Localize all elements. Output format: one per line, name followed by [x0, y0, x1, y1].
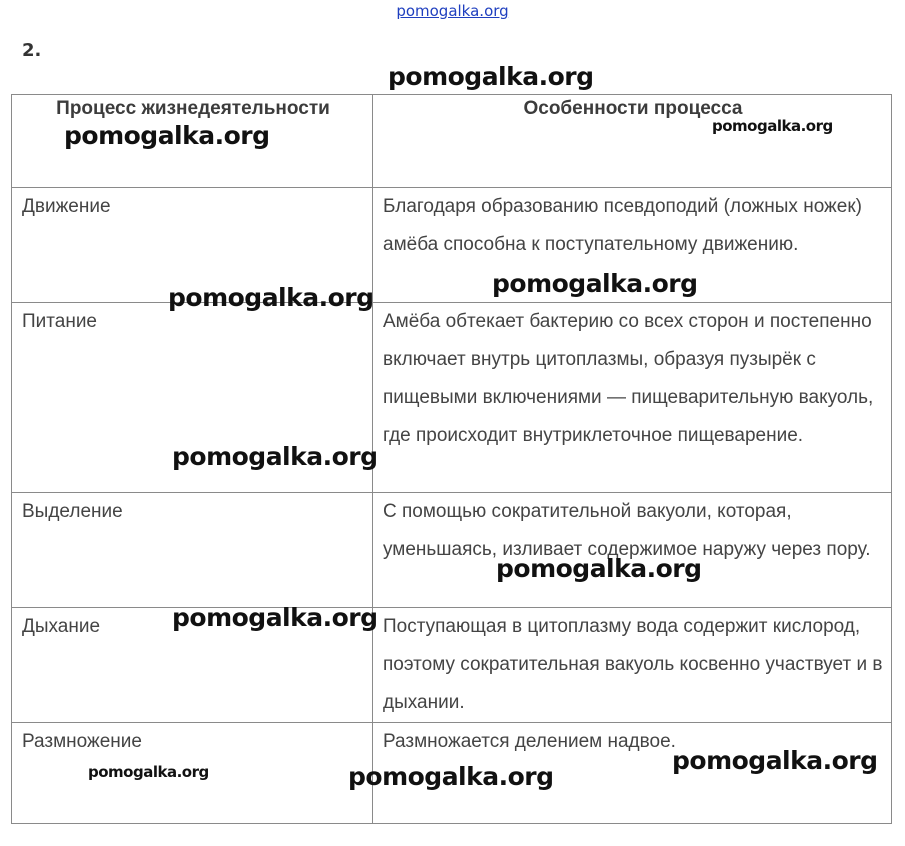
watermark: pomogalka.org [172, 442, 378, 471]
description-cell: Благодаря образованию псевдоподий (ложных ножек) амёба способна к поступательному движению. [373, 188, 892, 303]
table-row [12, 188, 892, 303]
watermark: pomogalka.org [496, 554, 702, 583]
watermark: pomogalka.org [168, 283, 374, 312]
description-cell: С помощью сократительной вакуоли, которая, уменьшаясь, изливает содержимое наружу через пору. [373, 493, 892, 608]
description-cell: Амёба обтекает бактерию со всех сторон и постепенно включает внутрь цитоплазмы, образуя пузырёк с пищевыми включениями — пищеварительную вакуоль, где происходит внутриклеточное пищеварение. [373, 303, 892, 493]
task-number: 2. [22, 40, 42, 61]
process-cell: Дыхание [12, 608, 373, 723]
watermark: pomogalka.org [348, 762, 554, 791]
description-cell: Поступающая в цитоплазму вода содержит кислород, поэтому сократительная вакуоль косвенно участвует и в дыхании. [373, 608, 892, 723]
watermark: pomogalka.org [492, 269, 698, 298]
header-features: Особенности процесса [373, 95, 892, 188]
site-link[interactable]: pomogalka.org [396, 2, 509, 20]
table-row [12, 608, 892, 723]
watermark: pomogalka.org [712, 117, 833, 135]
process-cell: Движение [12, 188, 373, 303]
table-row [12, 303, 892, 493]
header-process: Процесс жизнедеятельности [12, 95, 373, 188]
watermark: pomogalka.org [388, 62, 594, 91]
watermark: pomogalka.org [672, 746, 878, 775]
table-row [12, 493, 892, 608]
watermark: pomogalka.org [172, 603, 378, 632]
process-table [11, 94, 892, 824]
process-cell: Размножение [12, 723, 373, 824]
watermark: pomogalka.org [64, 121, 270, 150]
process-cell: Питание [12, 303, 373, 493]
watermark: pomogalka.org [88, 763, 209, 781]
description-cell: Размножается делением надвое. [373, 723, 892, 824]
process-cell: Выделение [12, 493, 373, 608]
